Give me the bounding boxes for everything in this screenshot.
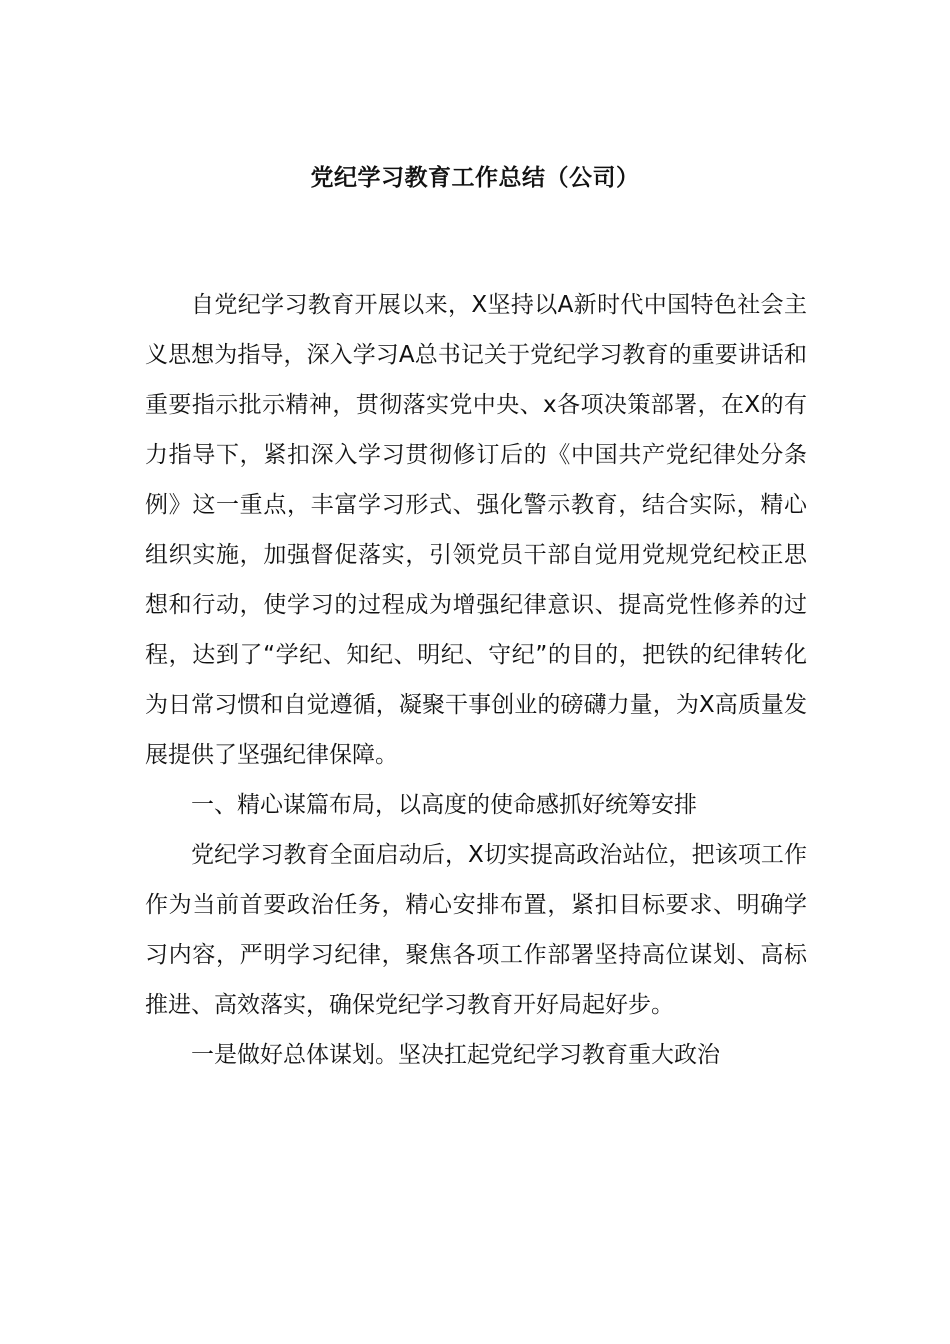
subsection-1-paragraph: 一是做好总体谋划。坚决扛起党纪学习教育重大政治 xyxy=(191,1042,720,1068)
section-heading-1: 一、精心谋篇布局，以高度的使命感抓好统筹安排 xyxy=(191,792,697,818)
document-title: 党纪学习教育工作总结（公司） xyxy=(310,165,640,191)
document-body xyxy=(145,280,807,1080)
section-1-paragraph: 党纪学习教育全面启动后，X切实提高政治站位，把该项工作作为当前首要政治任务，精心安排布置，紧扣目标要求、明确学习内容，严明学习纪律，聚焦各项工作部署坚持高位谋划、高标推进、高效落实，确保党纪学习教育开好局起好步。 xyxy=(145,842,807,1018)
intro-paragraph: 自党纪学习教育开展以来，X坚持以A新时代中国特色社会主义思想为指导，深入学习A总书记关于党纪学习教育的重要讲话和重要指示批示精神，贯彻落实党中央、x各项决策部署，在X的有力指导下，紧扣深入学习贯彻修订后的《中国共产党纪律处分条例》这一重点，丰富学习形式、强化警示教育，结合实际，精心组织实施，加强督促落实，引领党员干部自觉用党规党纪校正思想和行动，使学习的过程成为增强纪律意识、提高党性修养的过程，达到了“学纪、知纪、明纪、守纪”的目的，把铁的纪律转化为日常习惯和自觉遵循，凝聚干事创业的磅礴力量，为X高质量发展提供了坚强纪律保障。 xyxy=(145,292,807,768)
